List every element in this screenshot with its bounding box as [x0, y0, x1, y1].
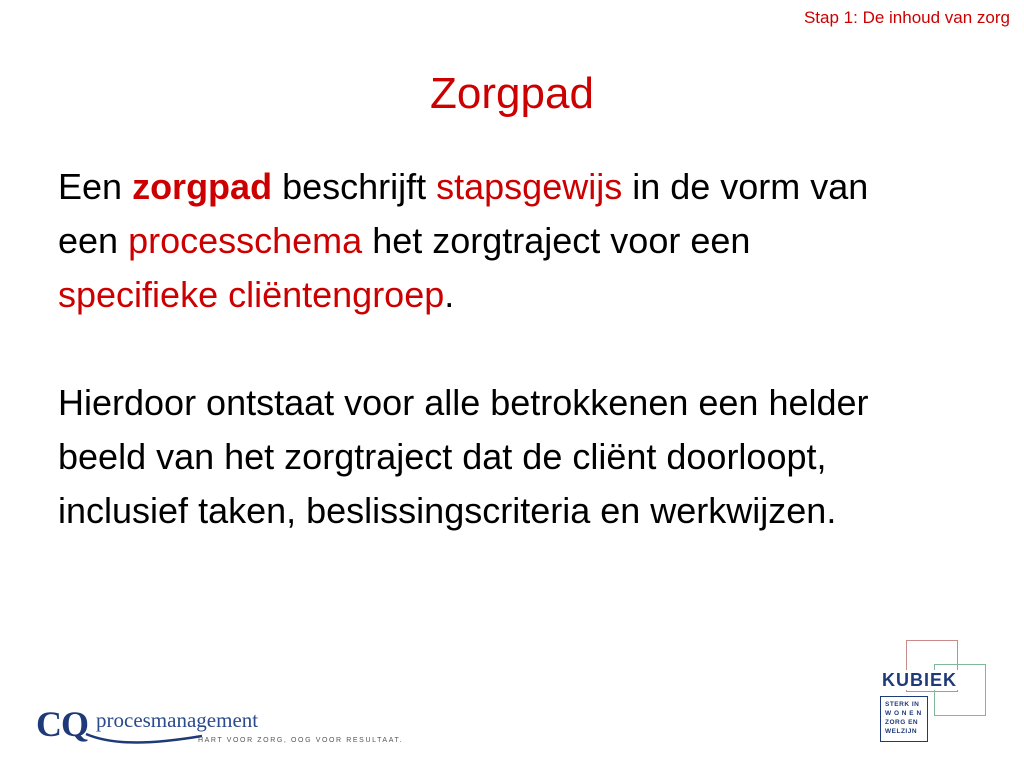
kubiek-tagline-line: W O N E N [885, 710, 922, 717]
cq-procesmanagement-logo [36, 704, 406, 754]
paragraph-text: . [444, 274, 455, 315]
kubiek-logo-word: KUBIEK [882, 670, 958, 690]
kubiek-logo [874, 640, 990, 746]
kubiek-tagline-line: ZORG EN [885, 719, 919, 726]
explanation-paragraph: Hierdoor ontstaat voor alle betrokkenen een helder beeld van het zorgtraject dat de cliënt doorloopt, inclusief taken, beslissingscriteria en werkwijzen. [58, 382, 869, 531]
step-label: Stap 1: De inhoud van zorg [803, 8, 1010, 27]
paragraph-text: in de vorm van een [58, 166, 869, 261]
paragraph-text: Een [58, 166, 133, 207]
slide-body [58, 160, 918, 538]
kubiek-tagline-line: STERK IN [885, 701, 920, 708]
cq-logo-word: procesmanagement [96, 708, 259, 732]
kubiek-tagline-box [880, 696, 928, 742]
cq-logo-letters: CQ [36, 704, 88, 744]
kubiek-tagline-line: WELZIJN [885, 728, 918, 735]
highlighted-term: specifieke cliëntengroep [58, 274, 445, 315]
key-term: zorgpad [132, 166, 273, 207]
cq-logo-tagline: HART VOOR ZORG, OOG VOOR RESULTAAT. [198, 737, 404, 744]
paragraph-text: het zorgtraject voor een [362, 220, 751, 261]
highlighted-term: processchema [128, 220, 363, 261]
paragraph-text: beschrijft [272, 166, 437, 207]
definition-paragraph [58, 160, 918, 322]
slide-title: Zorgpad [430, 69, 594, 118]
cq-swoosh-icon [84, 730, 204, 744]
highlighted-term: stapsgewijs [436, 166, 623, 207]
